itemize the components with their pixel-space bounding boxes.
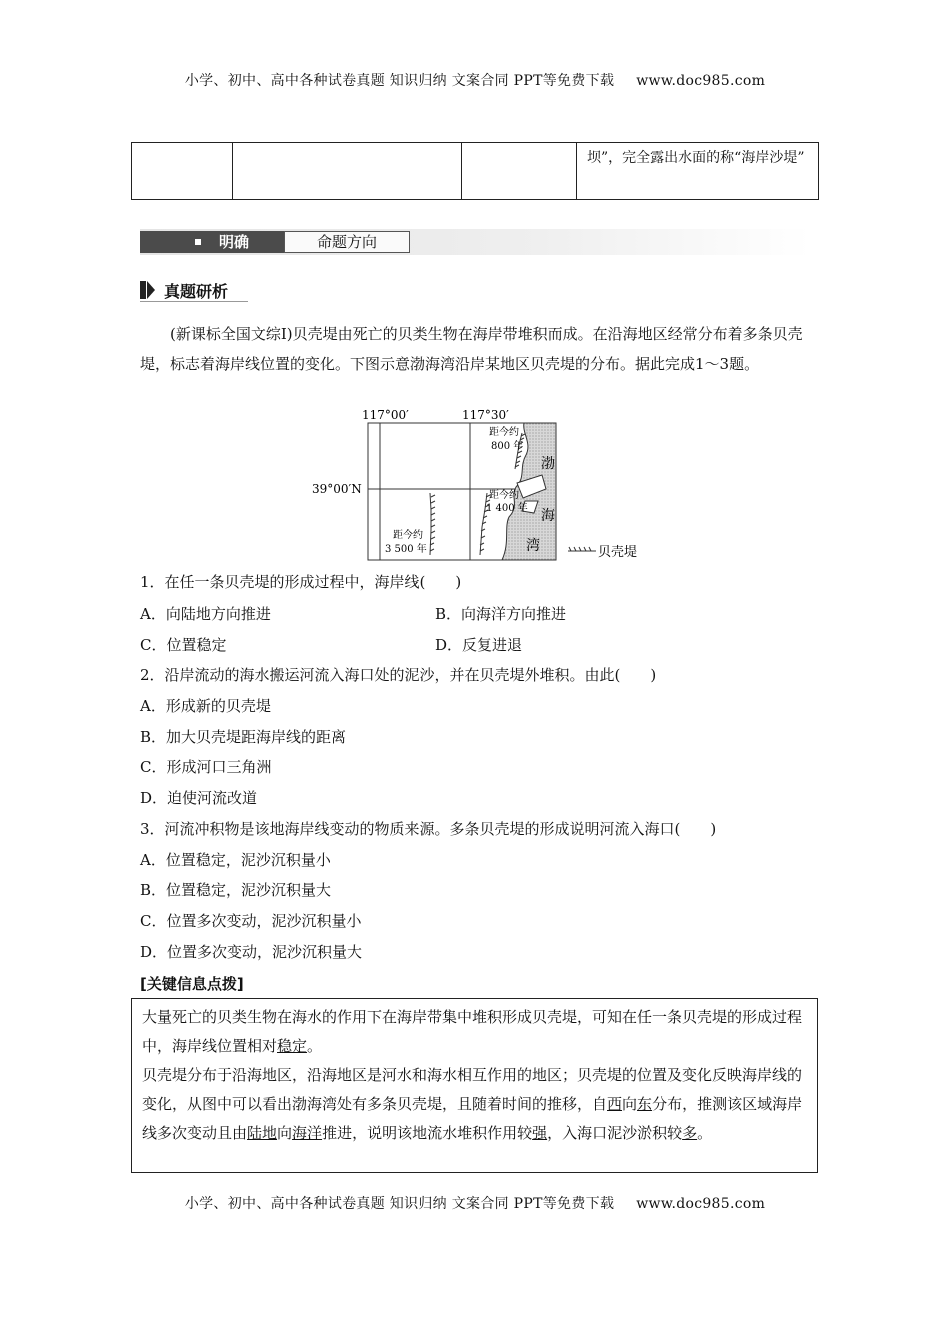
table-cell: 坝”，完全露出水面的称“海岸沙堤” [577, 143, 819, 200]
label-3500-line1: 距今约 [393, 530, 423, 541]
q1-option-a[interactable]: A．向陆地方向推进 [140, 605, 271, 623]
section-bar [140, 229, 810, 255]
header-text: 小学、初中、高中各种试卷真题 知识归纳 文案合同 PPT等免费下载 [184, 73, 615, 89]
key-info-paragraph-2: 贝壳堤分布于沿海地区，沿海地区是河水和海水相互作用的地区；贝壳堤的位置及变化反映海岸线的变化，从图中可以看出渤海湾处有多条贝壳堤，且随着时间的推移，自西向东分布，推测该区域海岸线多次变动且由陆地向海洋推进，说明该地流水堆积作用较强，入海口泥沙淤积较多。 [142, 1066, 803, 1142]
q2-option-c[interactable]: C．形成河口三角洲 [140, 758, 272, 776]
label-1400-line1: 距今约 [489, 490, 519, 501]
content-table [131, 142, 819, 200]
q2-option-b[interactable]: B．加大贝壳堤距海岸线的距离 [140, 728, 347, 746]
table-cell [462, 143, 577, 200]
key-info-box [131, 998, 818, 1173]
square-bullet-icon [195, 239, 201, 245]
section-bar-right: 命题方向 [284, 231, 410, 253]
label-3500-line2: 3 500 年 [385, 544, 427, 555]
table-cell [132, 143, 233, 200]
q3-option-a[interactable]: A．位置稳定，泥沙沉积量小 [140, 851, 331, 869]
heading-arrow-icon [147, 281, 155, 299]
lon-label-left: 117°00′ [362, 408, 409, 422]
section-bar-left: 明确 [140, 231, 284, 253]
lat-label: 39°00′N [312, 482, 362, 496]
sea-char-1: 渤 [541, 456, 555, 472]
q3-option-d[interactable]: D．位置多次变动，泥沙沉积量大 [140, 943, 363, 961]
sea-char-3: 湾 [526, 538, 540, 554]
heading-marker-icon [140, 281, 146, 299]
label-1400-line2: 1 400 年 [486, 503, 528, 514]
question-1-stem: 1．在任一条贝壳堤的形成过程中，海岸线( ) [140, 573, 462, 591]
q1-option-c[interactable]: C．位置稳定 [140, 636, 227, 654]
q3-option-b[interactable]: B．位置稳定，泥沙沉积量大 [140, 881, 332, 899]
page-footer [0, 1193, 950, 1213]
key-info-heading: [关键信息点拨] [140, 975, 244, 993]
legend-label: 贝壳堤 [598, 545, 638, 560]
legend-shell-ridge-icon [568, 547, 596, 551]
question-2-stem: 2．沿岸流动的海水搬运河流入海口处的泥沙，并在贝壳堤外堆积。由此( ) [140, 666, 657, 684]
shell-ridge-map [310, 405, 655, 565]
header-url[interactable]: www.doc985.com [636, 73, 766, 89]
sea-char-2: 海 [541, 508, 555, 524]
intro-paragraph: (新课标全国文综Ⅰ)贝壳堤由死亡的贝类生物在海岸带堆积而成。在沿海地区经常分布着多条贝壳堤，标志着海岸线位置的变化。下图示意渤海湾沿岸某地区贝壳堤的分布。据此完成1～3题。 [140, 325, 803, 373]
footer-url[interactable]: www.doc985.com [636, 1196, 766, 1212]
q1-option-b[interactable]: B．向海洋方向推进 [435, 605, 567, 623]
page-header [0, 70, 950, 90]
key-info-paragraph-1: 大量死亡的贝类生物在海水的作用下在海岸带集中堆积形成贝壳堤，可知在任一条贝壳堤的形成过程中，海岸线位置相对稳定。 [142, 1008, 803, 1055]
q3-option-c[interactable]: C．位置多次变动，泥沙沉积量小 [140, 912, 362, 930]
q2-option-d[interactable]: D．迫使河流改道 [140, 789, 258, 807]
label-800-line2: 800 年 [491, 441, 524, 452]
q2-option-a[interactable]: A．形成新的贝壳堤 [140, 697, 271, 715]
lon-label-right: 117°30′ [462, 408, 509, 422]
label-800-line1: 距今约 [489, 427, 519, 438]
q1-option-d[interactable]: D．反复进退 [435, 636, 523, 654]
footer-text: 小学、初中、高中各种试卷真题 知识归纳 文案合同 PPT等免费下载 [184, 1196, 615, 1212]
question-3-stem: 3．河流冲积物是该地海岸线变动的物质来源。多条贝壳堤的形成说明河流入海口( ) [140, 820, 717, 838]
table-cell [233, 143, 462, 200]
